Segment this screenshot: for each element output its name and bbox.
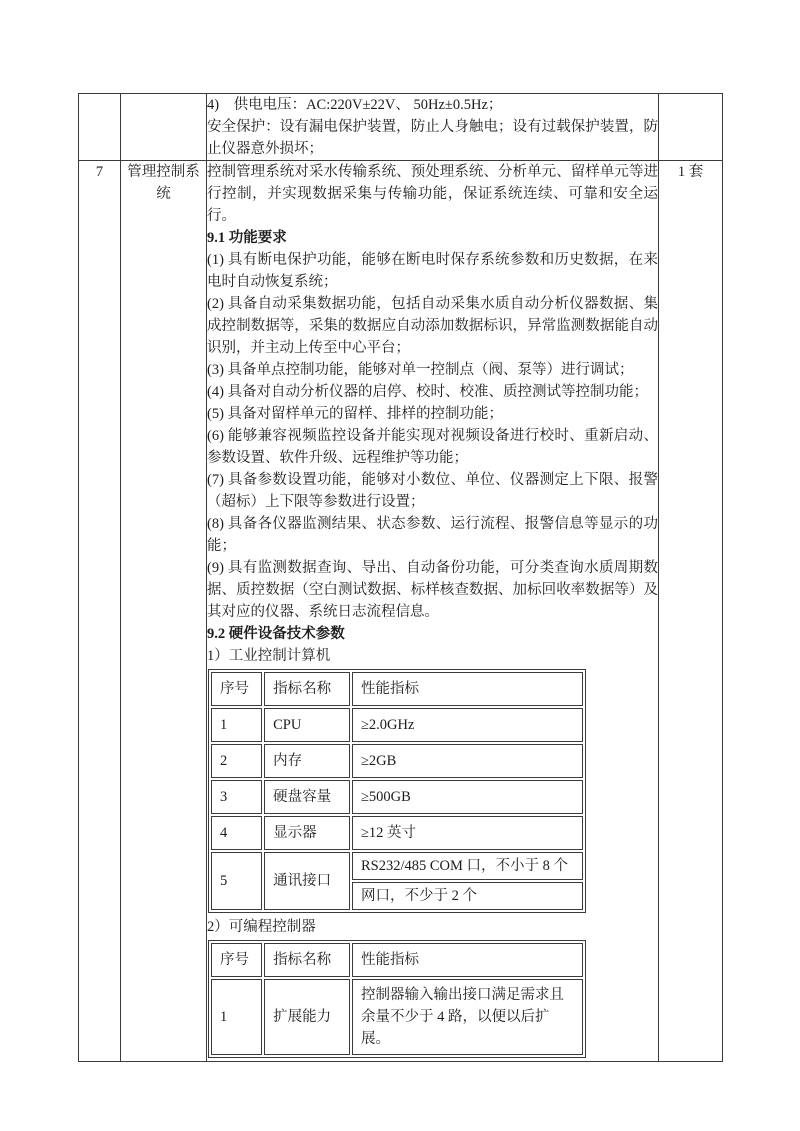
specification-table xyxy=(78,93,723,1062)
name-cell: 扩展能力 xyxy=(264,979,350,1055)
index-cell-empty xyxy=(79,94,121,161)
seq-cell: 1 xyxy=(211,979,262,1055)
header-name: 指标名称 xyxy=(264,943,350,977)
spec-cell-com: RS232/485 COM 口，不小于 8 个 xyxy=(352,852,583,880)
table-row-memory xyxy=(211,744,583,778)
feature-item-6: (6) 能够兼容视频监控设备并能实现对视频设备进行校时、重新启动、参数设置、软件升级、远程维护等功能； xyxy=(207,428,658,466)
spec-cell: 控制器输入输出接口满足需求且余量不少于 4 路，以便以后扩展。 xyxy=(352,979,583,1055)
header-spec: 性能指标 xyxy=(352,943,583,977)
plc-spec-table xyxy=(208,940,586,1058)
table-row-expansion xyxy=(211,979,583,1055)
spec-cell-net: 网口，不少于 2 个 xyxy=(352,882,583,910)
seq-cell: 2 xyxy=(211,744,262,778)
seq-cell: 3 xyxy=(211,780,262,814)
safety-protection-spec: 安全保护：设有漏电保护装置，防止人身触电；设有过载保护装置，防止仪器意外损坏； xyxy=(207,119,658,157)
feature-item-2: (2) 具备自动采集数据功能，包括自动采集水质自动分析仪器数据、集成控制数据等，采集的数据应自动添加数据标识，异常监测数据能自动识别，并主动上传至中心平台； xyxy=(207,296,658,356)
seq-cell: 1 xyxy=(211,708,262,742)
table-header-row xyxy=(211,672,583,706)
feature-item-1: (1) 具有断电保护功能，能够在断电时保存系统参数和历史数据，在来电时自动恢复系统； xyxy=(207,252,658,290)
seq-cell: 5 xyxy=(211,852,262,910)
name-cell: 显示器 xyxy=(264,816,350,850)
item-name: 管理控制系统 xyxy=(121,161,207,1062)
table-row-cpu xyxy=(211,708,583,742)
table-row-item-7 xyxy=(79,161,723,1062)
industrial-computer-spec-table xyxy=(208,669,586,913)
section-9-1-title: 9.1 功能要求 xyxy=(207,230,287,246)
name-cell: 通讯接口 xyxy=(264,852,350,910)
feature-item-4: (4) 具备对自动分析仪器的启停、校时、校准、质控测试等控制功能； xyxy=(207,384,649,400)
item-quantity: 1 套 xyxy=(659,161,723,1062)
spec-cell: ≥2.0GHz xyxy=(352,708,583,742)
intro-paragraph: 控制管理系统对采水传输系统、预处理系统、分析单元、留样单元等进行控制，并实现数据采集与传输功能，保证系统连续、可靠和安全运行。 xyxy=(207,164,658,224)
spec-cell: ≥2GB xyxy=(352,744,583,778)
table-row-previous-item xyxy=(79,94,723,161)
feature-item-8: (8) 具备各仪器监测结果、状态参数、运行流程、报警信息等显示的功能； xyxy=(207,516,658,554)
seq-cell: 4 xyxy=(211,816,262,850)
name-cell: 硬盘容量 xyxy=(264,780,350,814)
feature-item-5: (5) 具备对留样单元的留样、排样的控制功能； xyxy=(207,406,504,422)
name-cell: 内存 xyxy=(264,744,350,778)
content-cell-previous-item xyxy=(207,94,659,161)
table-row-display xyxy=(211,816,583,850)
qty-cell-empty xyxy=(659,94,723,161)
power-supply-spec: 4) 供电电压：AC:220V±22V、 50Hz±0.5Hz； xyxy=(207,97,503,113)
feature-item-9: (9) 具有监测数据查询、导出、自动备份功能，可分类查询水质周期数据、质控数据（空白测试数据、标样核查数据、加标回收率数据等）及其对应的仪器、系统日志流程信息。 xyxy=(207,560,658,620)
feature-item-3: (3) 具备单点控制功能，能够对单一控制点（阀、泵等）进行调试； xyxy=(207,362,634,378)
header-spec: 性能指标 xyxy=(352,672,583,706)
table-row-comm-port xyxy=(211,852,583,880)
table-header-row xyxy=(211,943,583,977)
header-seq: 序号 xyxy=(211,672,262,706)
spec-cell: ≥500GB xyxy=(352,780,583,814)
item-number: 7 xyxy=(79,161,121,1062)
subtable2-label: 2）可编程控制器 xyxy=(207,919,316,935)
feature-item-7: (7) 具备参数设置功能，能够对小数位、单位、仪器测定上下限、报警（超标）上下限等参数进行设置； xyxy=(207,472,658,510)
section-9-2-title: 9.2 硬件设备技术参数 xyxy=(207,626,345,642)
subtable1-label: 1）工业控制计算机 xyxy=(207,648,331,664)
name-cell: CPU xyxy=(264,708,350,742)
content-cell-item-7 xyxy=(207,161,659,1062)
spec-cell: ≥12 英寸 xyxy=(352,816,583,850)
name-cell-empty xyxy=(121,94,207,161)
header-name: 指标名称 xyxy=(264,672,350,706)
header-seq: 序号 xyxy=(211,943,262,977)
table-row-disk xyxy=(211,780,583,814)
